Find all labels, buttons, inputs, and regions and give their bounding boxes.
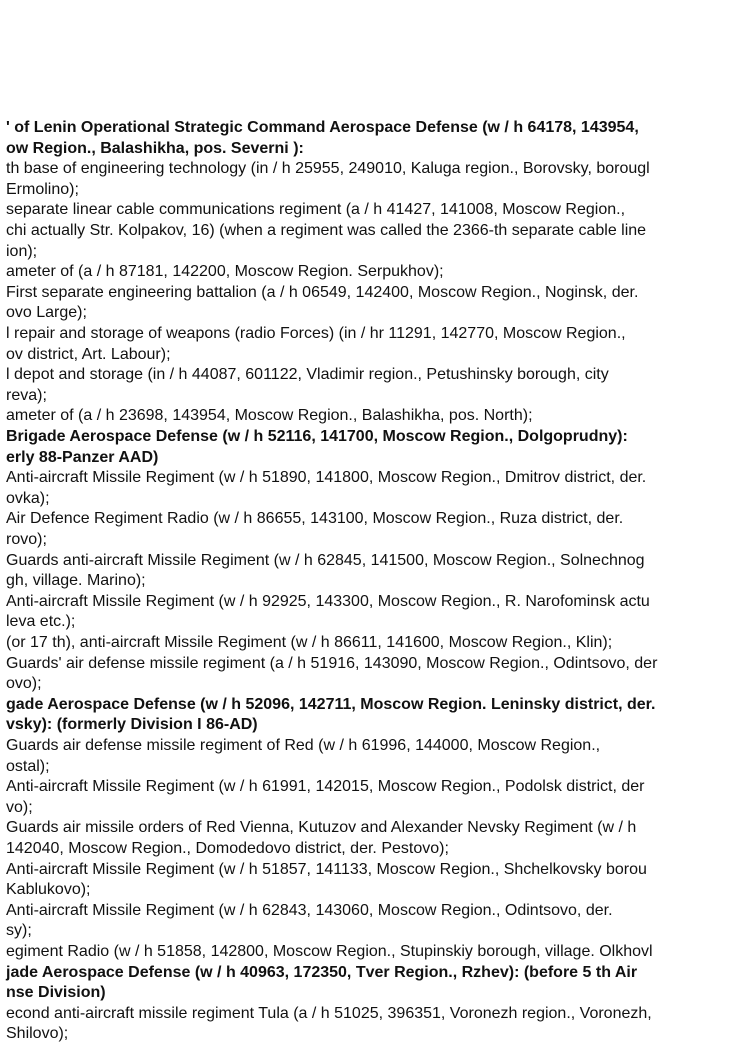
document-text-line: Ermolino); [6, 181, 79, 198]
document-text-line: Kablukovo); [6, 881, 91, 898]
document-text-line: econd anti-aircraft missile regiment Tula (a / h 51025, 396351, Voronezh region., Voronezh, [6, 1005, 652, 1022]
document-text-line: reva); [6, 387, 47, 404]
document-text-line: Anti-aircraft Missile Regiment (w / h 51890, 141800, Moscow Region., Dmitrov district, der. [6, 469, 647, 486]
section-heading-line: nse Division) [6, 984, 106, 1001]
document-text-line: ovka); [6, 490, 50, 507]
document-text-line: Anti-aircraft Missile Regiment (w / h 51857, 141133, Moscow Region., Shchelkovsky borou [6, 861, 647, 878]
document-text-line: rovo); [6, 531, 47, 548]
document-text-line: 142040, Moscow Region., Domodedovo district, der. Pestovo); [6, 840, 449, 857]
document-text-line: (or 17 th), anti-aircraft Missile Regiment (w / h 86611, 141600, Moscow Region., Klin); [6, 634, 613, 651]
section-heading-line: gade Aerospace Defense (w / h 52096, 142711, Moscow Region. Leninsky district, der. [6, 696, 656, 713]
document-text-line: Anti-aircraft Missile Regiment (w / h 61991, 142015, Moscow Region., Podolsk district, der [6, 778, 645, 795]
document-text-line: leva etc.); [6, 613, 76, 630]
document-text-line: l repair and storage of weapons (radio Forces) (in / hr 11291, 142770, Moscow Region., [6, 325, 626, 342]
section-heading-line: vsky): (formerly Division I 86-AD) [6, 716, 258, 733]
document-text-line: ostal); [6, 758, 50, 775]
document-text-line: egiment Radio (w / h 51858, 142800, Moscow Region., Stupinskiy borough, village. Olkhovl [6, 943, 653, 960]
document-text-line: th base of engineering technology (in / h 25955, 249010, Kaluga region., Borovsky, borougl [6, 160, 650, 177]
document-text-line: Anti-aircraft Missile Regiment (w / h 62843, 143060, Moscow Region., Odintsovo, der. [6, 902, 613, 919]
document-text-line: Guards air defense missile regiment of Red (w / h 61996, 144000, Moscow Region., [6, 737, 601, 754]
document-text-line: Guards anti-aircraft Missile Regiment (w / h 62845, 141500, Moscow Region., Solnechnog [6, 552, 645, 569]
document-text-line: ov district, Art. Labour); [6, 346, 171, 363]
section-heading-line: Brigade Aerospace Defense (w / h 52116, 141700, Moscow Region., Dolgoprudny): [6, 428, 628, 445]
section-heading-line: ow Region., Balashikha, pos. Severni ): [6, 140, 304, 157]
document-text-line: Shilovo); [6, 1025, 69, 1042]
document-text-line: ion); [6, 243, 38, 260]
document-text-line: l depot and storage (in / h 44087, 601122, Vladimir region., Petushinsky borough, city [6, 366, 609, 383]
document-text-line: Anti-aircraft Missile Regiment (w / h 92925, 143300, Moscow Region., R. Narofominsk actu [6, 593, 650, 610]
section-heading-line: jade Aerospace Defense (w / h 40963, 172350, Tver Region., Rzhev): (before 5 th Air [6, 964, 638, 981]
document-text-line: sy); [6, 922, 32, 939]
document-text-line: Air Defence Regiment Radio (w / h 86655, 143100, Moscow Region., Ruza district, der. [6, 510, 624, 527]
document-text-line: separate linear cable communications regiment (a / h 41427, 141008, Moscow Region., [6, 201, 626, 218]
document-text-line: ovo); [6, 675, 42, 692]
document-text-line: Guards' air defense missile regiment (a / h 51916, 143090, Moscow Region., Odintsovo, der [6, 655, 658, 672]
document-text-line: ameter of (a / h 23698, 143954, Moscow Region., Balashikha, pos. North); [6, 407, 533, 424]
document-text-line: ovo Large); [6, 304, 87, 321]
document-text-line: vo); [6, 799, 33, 816]
section-heading-line: ' of Lenin Operational Strategic Command Aerospace Defense (w / h 64178, 143954, [6, 119, 639, 136]
document-text-line: chi actually Str. Kolpakov, 16) (when a regiment was called the 2366-th separate cable line [6, 222, 647, 239]
document-text-line: First separate engineering battalion (a / h 06549, 142400, Moscow Region., Noginsk, der. [6, 284, 639, 301]
section-heading-line: erly 88-Panzer AAD) [6, 449, 159, 466]
document-text-line: Guards air missile orders of Red Vienna, Kutuzov and Alexander Nevsky Regiment (w / h [6, 819, 637, 836]
document-text-line: gh, village. Marino); [6, 572, 146, 589]
document-text-line: ameter of (a / h 87181, 142200, Moscow Region. Serpukhov); [6, 263, 444, 280]
